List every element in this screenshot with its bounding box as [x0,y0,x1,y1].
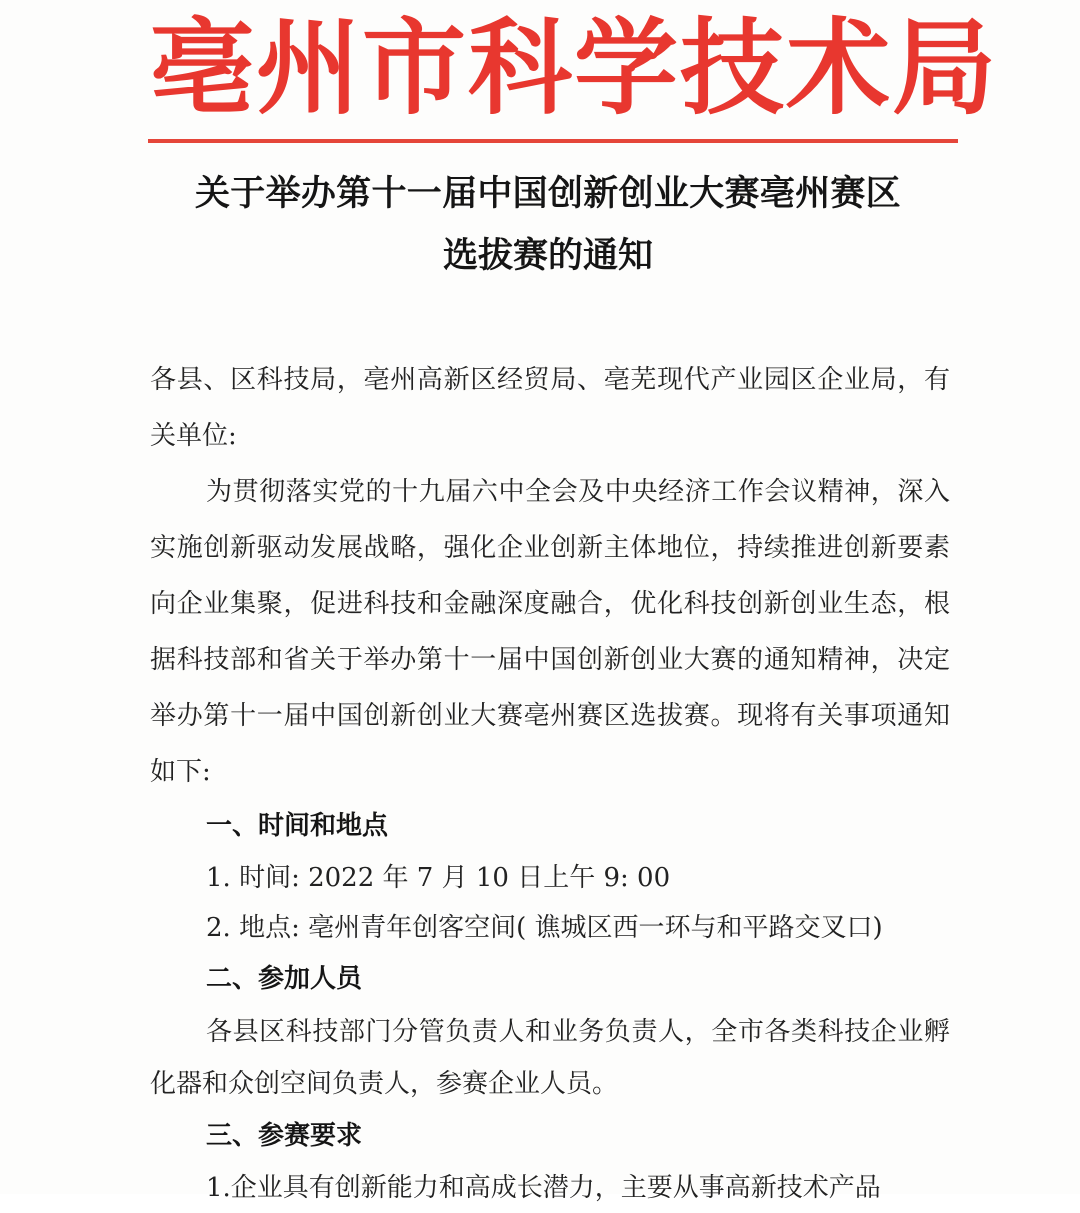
section-heading-requirements: 三、参赛要求 [206,1121,363,1151]
section-heading-time-place: 一、时间和地点 [206,811,389,841]
section-heading-participants: 二、参加人员 [206,964,363,994]
issuing-organization-header: 亳州市科学技术局 [150,7,999,129]
requirement-item: 1.企业具有创新能力和高成长潜力，主要从事高新技术产品 [206,1173,881,1203]
time-item: 1. 时间: 2022 年 7 月 10 日上午 9: 00 [206,863,671,893]
addressee: 各县、区科技局，亳州高新区经贸局、亳芜现代产业园区企业局，有关单位: [150,365,950,451]
red-header-rule [148,139,958,143]
intro-paragraph: 为贯彻落实党的十九届六中全会及中央经济工作会议精神，深入实施创新驱动发展战略，强化企业创新主体地位，持续推进创新要素向企业集聚，促进科技和金融深度融合，优化科技创新创业生态，根据科技部和省关于举办第十一届中国创新创业大赛的通知精神，决定举办第十一届中国创新创业大赛亳州赛区选拔赛。现将有关事项通知如下: [150,477,950,787]
document-title [148,163,948,287]
participants-paragraph: 各县区科技部门分管负责人和业务负责人，全市各类科技企业孵化器和众创空间负责人，参赛企业人员。 [150,1017,950,1099]
location-item: 2. 地点: 亳州青年创客空间( 谯城区西一环与和平路交叉口) [206,913,883,943]
document-title-line-1: 关于举办第十一届中国创新创业大赛亳州赛区 [194,174,901,214]
document-title-line-2: 选拔赛的通知 [442,236,653,276]
document-body [150,352,950,1213]
